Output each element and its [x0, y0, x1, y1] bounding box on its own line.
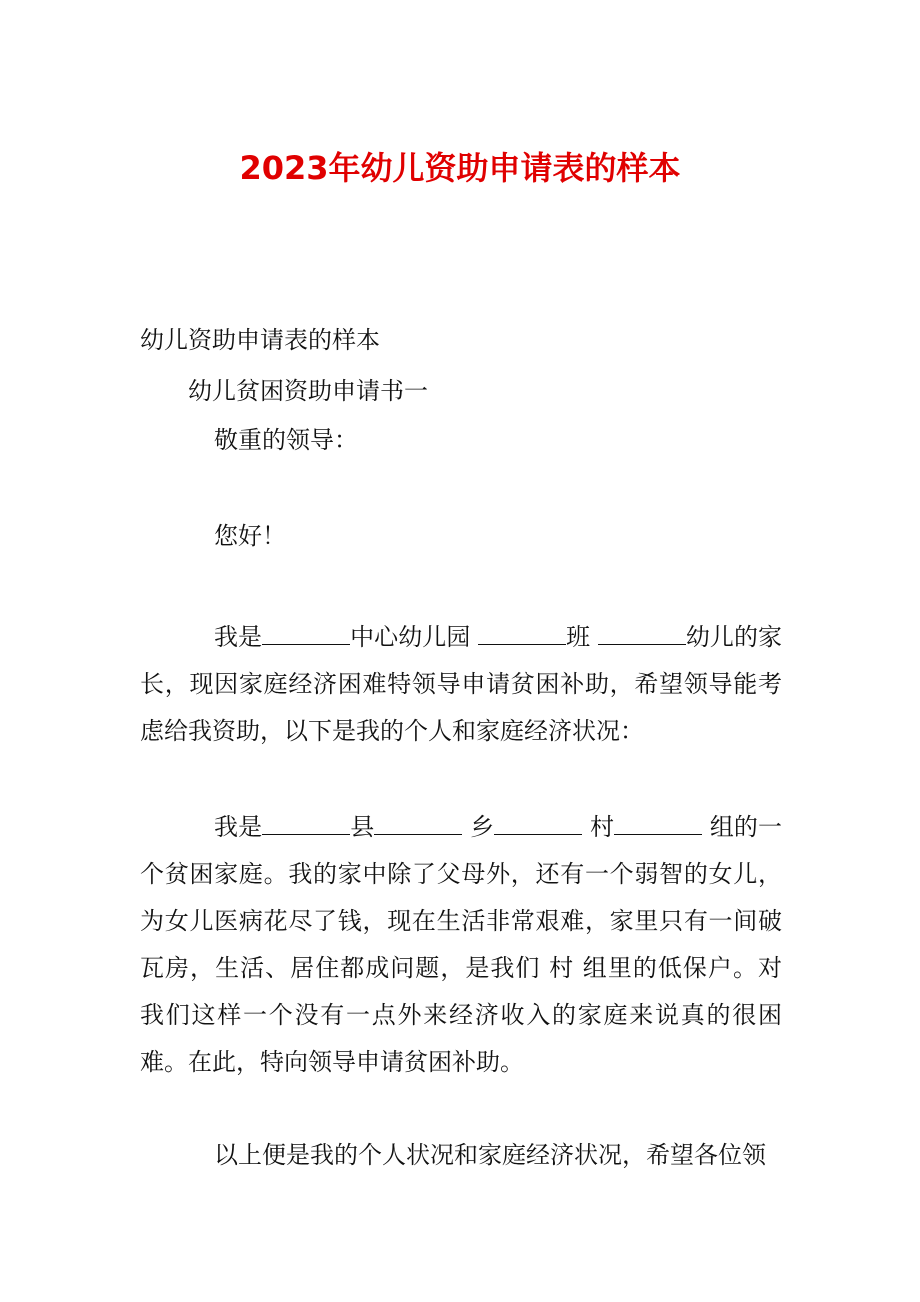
- text-fragment: 我是: [214, 623, 263, 651]
- blank-field: [374, 812, 462, 835]
- paragraph-line: 个贫困家庭。我的家中除了父母外，还有一个弱智的女儿，: [140, 860, 782, 888]
- paragraph-closing: [140, 1132, 782, 1179]
- document-title: 2023年幼儿资助申请表的样本: [239, 149, 681, 187]
- paragraph-line: 以上便是我的个人状况和家庭经济状况，希望各位领: [214, 1141, 766, 1169]
- text-fragment: 县: [350, 813, 375, 841]
- paragraph-line: 瓦房，生活、居住都成问题，是我们 村 组里的低保户。对: [140, 954, 782, 982]
- blank-field: [494, 812, 582, 835]
- paragraph-introduction: [140, 614, 782, 755]
- blank-field: [262, 812, 350, 835]
- blank-field: [262, 622, 350, 645]
- text-fragment: 村: [589, 813, 615, 841]
- blank-field: [598, 622, 686, 645]
- blank-field: [614, 812, 702, 835]
- document-subtitle: 幼儿资助申请表的样本: [140, 326, 380, 354]
- letter-greeting: 您好！: [214, 522, 286, 550]
- letter-heading: 幼儿贫困资助申请书一: [188, 377, 428, 405]
- paragraph-line: 为女儿医病花尽了钱，现在生活非常艰难，家里只有一间破: [140, 907, 782, 935]
- paragraph-line: [140, 804, 782, 851]
- paragraph-family-situation: [140, 804, 782, 1086]
- paragraph-line: 虑给我资助，以下是我的个人和家庭经济状况：: [140, 717, 644, 745]
- text-fragment: 组的一: [709, 813, 783, 841]
- text-fragment: 幼儿的家: [685, 623, 783, 651]
- paragraph-line: 我们这样一个没有一点外来经济收入的家庭来说真的很困: [140, 1001, 782, 1029]
- letter-salutation: 敬重的领导：: [214, 426, 358, 454]
- paragraph-line: 难。在此，特向领导申请贫困补助。: [140, 1048, 524, 1076]
- text-fragment: 中心幼儿园: [350, 623, 471, 651]
- text-fragment: 我是: [214, 813, 263, 841]
- text-fragment: 班: [566, 623, 591, 651]
- paragraph-line: [140, 614, 782, 661]
- paragraph-line: 长，现因家庭经济困难特领导申请贫困补助，希望领导能考: [140, 670, 782, 698]
- text-fragment: 乡: [470, 813, 495, 841]
- blank-field: [478, 622, 566, 645]
